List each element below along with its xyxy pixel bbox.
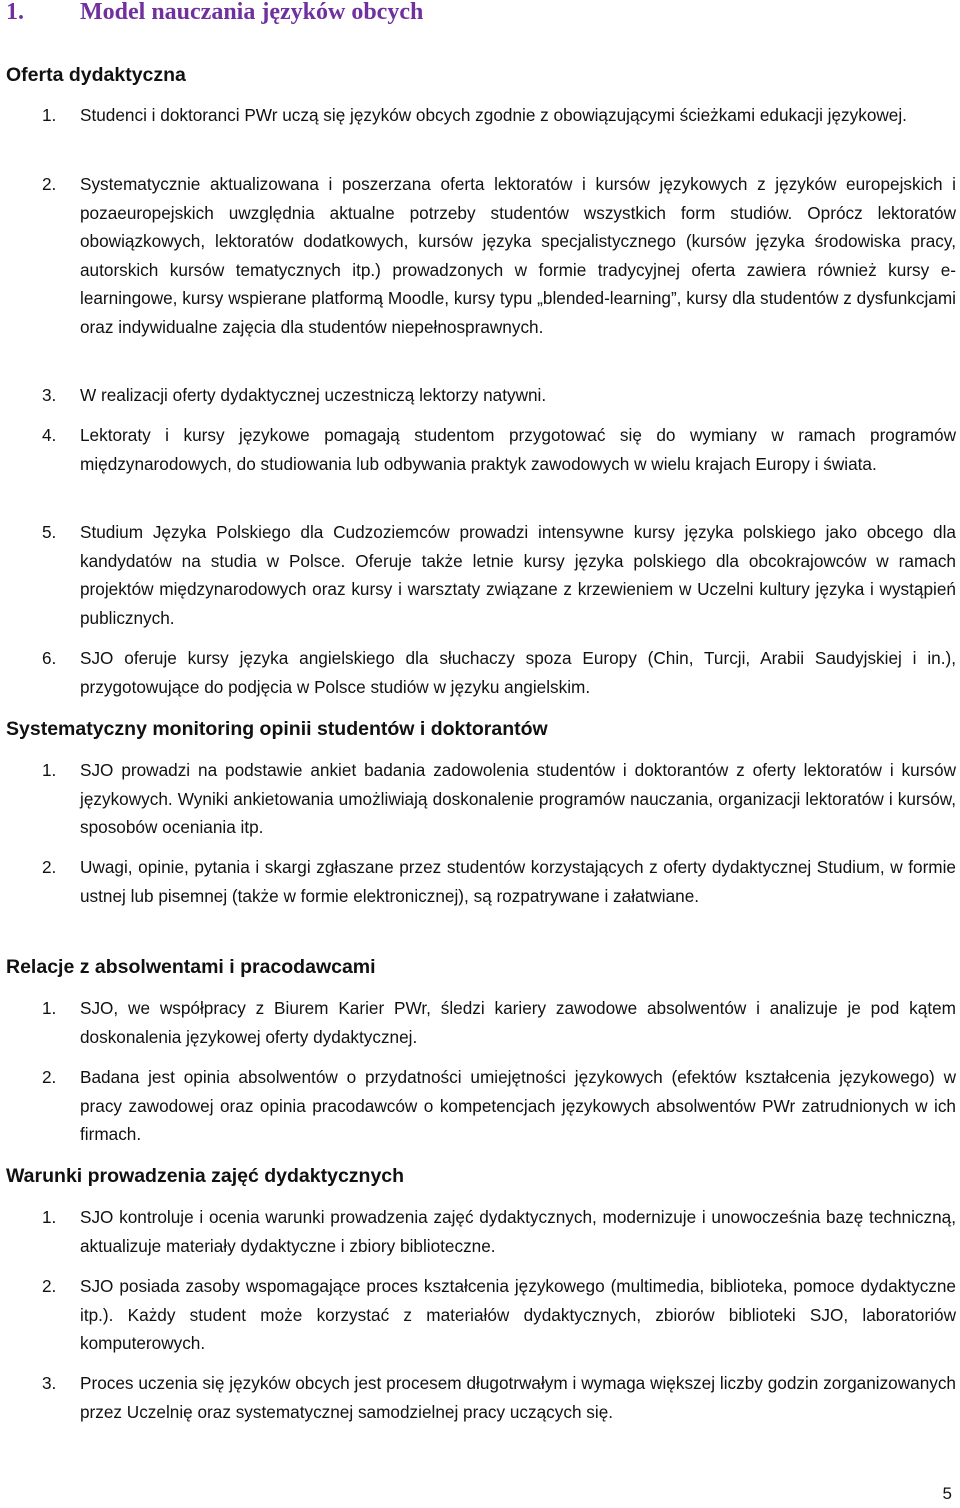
item-text: SJO, we współpracy z Biurem Karier PWr, śledzi kariery zawodowe absolwentów i analizuje je pod kątem doskonalenia językowej oferty dydaktycznej. [80,998,956,1047]
item-text: W realizacji oferty dydaktycznej uczestniczą lektorzy natywni. [80,385,547,405]
list-item [0,1063,960,1149]
item-number: 4. [42,425,57,445]
item-text: Studium Języka Polskiego dla Cudzoziemców prowadzi intensywne kursy języka polskiego jako obcego dla kandydatów na studia w Polsce. Oferuje także letnie kursy języka polskiego dla obcokrajowców w ramach projektów międzynarodowych oraz kursy i warsztaty związane z krzewieniem w Uczelni kultury języka i wystąpień publicznych. [80,522,956,628]
list-item [0,1272,960,1358]
list-item [0,1203,960,1260]
title-text: Model nauczania języków obcych [80,0,424,25]
item-text: Studenci i doktoranci PWr uczą się języków obcych zgodnie z obowiązującymi ścieżkami edukacji językowej. [80,105,907,125]
item-text: Proces uczenia się języków obcych jest procesem długotrwałym i wymaga większej liczby godzin zorganizowanych przez Uczelnię oraz systematycznej samodzielnej pracy uczących się. [80,1373,956,1422]
item-text: Systematycznie aktualizowana i poszerzana oferta lektoratów i kursów językowych z języków europejskich i pozaeuropejskich uwzględnia aktualne potrzeby studentów wszystkich form studiów. Oprócz lektoratów obowiązkowych, lektoratów dodatkowych, kursów języka specjalistycznego (kursów języka środowiska pracy, autorskich kursów tematycznych itp.) prowadzonych w formie tradycyjnej oferta zawiera również kursy e-learningowe, kursy wspierane platformą Moodle, kursy typu „blended-learning”, kursy dla studentów z dysfunkcjami oraz indywidualne zajęcia dla studentów niepełnosprawnych. [80,174,956,337]
list-item [0,756,960,842]
list-item [0,644,960,701]
list-item [0,170,960,341]
section-heading-warunki: Warunki prowadzenia zajęć dydaktycznych [6,1165,405,1187]
title-number: 1. [6,0,24,25]
list-item [0,1369,960,1426]
item-text: SJO oferuje kursy języka angielskiego dla słuchaczy spoza Europy (Chin, Turcji, Arabii Saudyjskiej i in.), przygotowujące do podjęcia w Polsce studiów w języku angielskim. [80,648,956,697]
list-item [0,381,960,410]
item-number: 2. [42,1276,57,1296]
item-number: 1. [42,1207,57,1227]
item-text: SJO posiada zasoby wspomagające proces kształcenia językowego (multimedia, biblioteka, pomoce dydaktyczne itp.). Każdy student może korzystać z materiałów dydaktycznych, zbiorów biblioteki SJO, laboratoriów komputerowych. [80,1276,956,1353]
item-number: 1. [42,760,57,780]
item-number: 6. [42,648,57,668]
list-item [0,994,960,1051]
list-item [0,853,960,910]
item-number: 2. [42,857,57,877]
item-text: SJO prowadzi na podstawie ankiet badania zadowolenia studentów i doktorantów z oferty lektoratów i kursów językowych. Wyniki ankietowania umożliwiają doskonalenie programów nauczania, organizacji lektoratów i kursów, sposobów oceniania itp. [80,760,956,837]
item-number: 1. [42,998,57,1018]
item-number: 3. [42,1373,57,1393]
item-number: 1. [42,105,57,125]
page-number: 5 [942,1484,952,1503]
item-number: 3. [42,385,57,405]
list-item [0,101,960,130]
item-number: 5. [42,522,57,542]
list-item [0,518,960,632]
section-heading-oferta: Oferta dydaktyczna [6,64,186,86]
item-text: Lektoraty i kursy językowe pomagają studentom przygotować się do wymiany w ramach programów międzynarodowych, do studiowania lub odbywania praktyk zawodowych w wielu krajach Europy i świata. [80,425,956,474]
section-heading-monitoring: Systematyczny monitoring opinii studentów i doktorantów [6,718,548,740]
section-heading-relacje: Relacje z absolwentami i pracodawcami [6,956,376,978]
item-number: 2. [42,174,57,194]
item-text: SJO kontroluje i ocenia warunki prowadzenia zajęć dydaktycznych, modernizuje i unowocześnia bazę techniczną, aktualizuje materiały dydaktyczne i zbiory biblioteczne. [80,1207,956,1256]
page-title [6,0,423,27]
item-number: 2. [42,1067,57,1087]
item-text: Uwagi, opinie, pytania i skargi zgłaszane przez studentów korzystających z oferty dydaktycznej Studium, w formie ustnej lub pisemnej (także w formie elektronicznej), są rozpatrywane i załatwiane. [80,857,956,906]
item-text: Badana jest opinia absolwentów o przydatności umiejętności językowych (efektów kształcenia językowego) w pracy zawodowej oraz opinia pracodawców o kompetencjach językowych absolwentów PWr zatrudnionych w ich firmach. [80,1067,956,1144]
list-item [0,421,960,478]
